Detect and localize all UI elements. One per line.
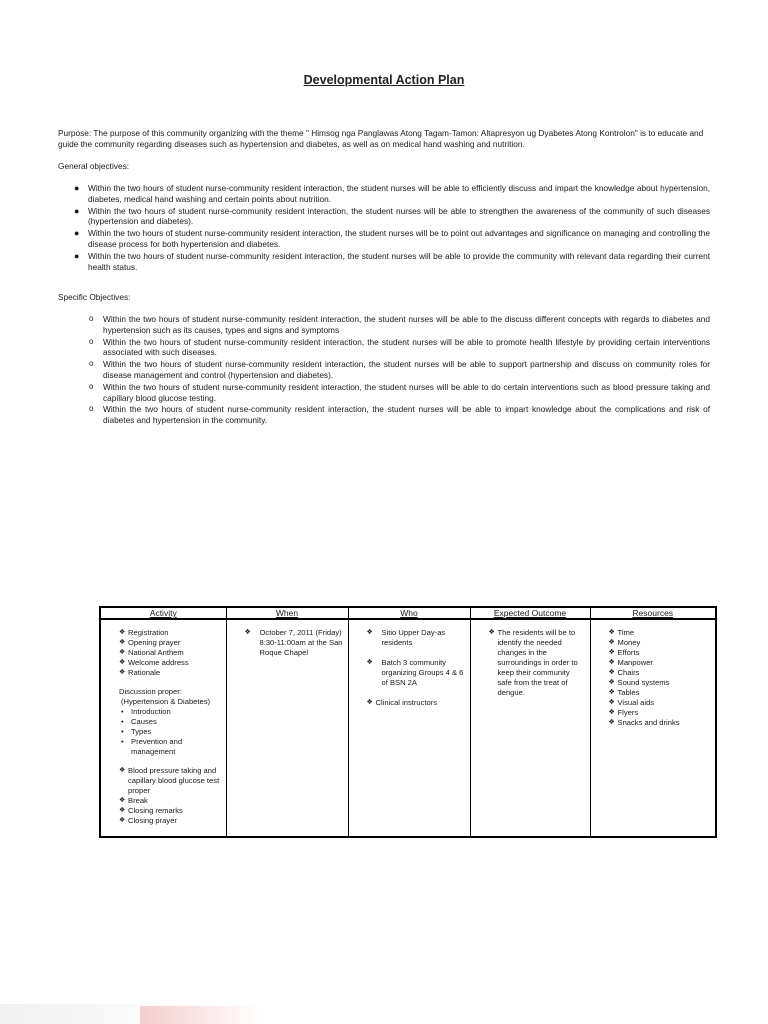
diamond-bullet-icon: ❖	[119, 639, 126, 646]
list-item: ❖ Clinical instructors	[366, 698, 438, 707]
discussion-label: Discussion proper:	[119, 687, 182, 696]
diamond-bullet-icon: ❖	[608, 709, 615, 716]
list-item: ❖ National Anthem	[119, 648, 184, 657]
list-item: ❖ Chairs	[608, 668, 640, 677]
specific-objectives-list	[58, 314, 710, 427]
list-item: o Within the two hours of student nurse-community resident interaction, the student nurses will be able to promote health lifestyle by providing certain interventions associated with such diseases.	[89, 336, 710, 358]
list-item: ❖ Sitio Upper Day-as residents	[366, 628, 446, 647]
diamond-bullet-icon: ❖	[608, 659, 615, 666]
bullet-icon: ●	[74, 228, 80, 239]
header-when: When	[226, 607, 348, 619]
bullet-icon: •	[121, 737, 124, 746]
bullet-icon: ●	[74, 183, 80, 193]
header-resources: Resources	[590, 607, 716, 619]
diamond-bullet-icon: ❖	[608, 629, 615, 636]
circle-bullet-icon: o	[89, 314, 94, 323]
list-item: ❖ Registration	[119, 628, 169, 637]
diamond-bullet-icon: ❖	[119, 797, 126, 804]
diamond-bullet-icon: ❖	[366, 629, 373, 636]
diamond-bullet-icon: ❖	[119, 629, 126, 636]
when-cell	[226, 619, 348, 837]
diamond-bullet-icon: ❖	[608, 669, 615, 676]
list-item: • Types	[121, 727, 152, 736]
list-item: ❖ Snacks and drinks	[608, 718, 680, 727]
circle-bullet-icon: o	[89, 359, 94, 369]
bullet-icon: •	[121, 717, 124, 726]
list-item: • Introduction	[121, 707, 171, 716]
list-item: ❖ Opening prayer	[119, 638, 181, 647]
list-item: ❖ Blood pressure taking and capillary blood glucose test proper	[119, 766, 220, 795]
list-item: • Prevention and management	[121, 737, 183, 756]
diamond-bullet-icon: ❖	[366, 699, 373, 706]
list-item: ❖ The residents will be to identify the needed changes in the surroundings in order to keep their community safe from the treat of dengue.	[488, 628, 578, 697]
diamond-bullet-icon: ❖	[119, 669, 126, 676]
page-title: Developmental Action Plan	[303, 73, 465, 87]
discussion-sub: (Hypertension & Diabetes)	[121, 697, 211, 706]
circle-bullet-icon: o	[89, 404, 94, 414]
diamond-bullet-icon: ❖	[608, 689, 615, 696]
list-item: ❖ Manpower	[608, 658, 653, 667]
diamond-bullet-icon: ❖	[119, 659, 126, 666]
header-activity: Activity	[100, 607, 226, 619]
diamond-bullet-icon: ❖	[119, 817, 126, 824]
diamond-bullet-icon: ❖	[608, 699, 615, 706]
list-item: ❖ Welcome address	[119, 658, 189, 667]
specific-objectives-heading: Specific Objectives:	[58, 292, 131, 302]
diamond-bullet-icon: ❖	[608, 719, 615, 726]
list-item: ❖ Break	[119, 796, 148, 805]
diamond-bullet-icon: ❖	[119, 767, 126, 774]
list-item: ● Within the two hours of student nurse-community resident interaction, the student nurses will be to point out advantages and significance on managing and controlling the disease process for both hypertension and diabetes.	[74, 228, 710, 249]
diamond-bullet-icon: ❖	[608, 649, 615, 656]
expected-outcome-cell	[470, 619, 590, 837]
purpose-paragraph: Purpose: The purpose of this community organizing with the theme " Himsog nga Panglawas Atong Tagam-Tamon: Altapresyon ug Dyabetes Atong Kontrolon" is to educate and guide the community regarding diseases such as hypertension and diabetes, as well as on medical hand washing and nutrition.	[58, 128, 704, 149]
list-item: ● Within the two hours of student nurse-community resident interaction, the student nurses will be able to strengthen the awareness of the community of such diseases (hypertension and diabetes).	[74, 205, 710, 227]
list-item: ● Within the two hours of student nurse-community resident interaction, the student nurses will be able to provide the community with relevant data regarding their current health status.	[74, 250, 710, 272]
list-item: o Within the two hours of student nurse-community resident interaction, the student nurses will be able to the discuss different concepts with regards to diabetes and hypertension such as its causes, types and signs and symptoms	[89, 314, 710, 335]
list-item: ❖ Sound systems	[608, 678, 670, 687]
who-cell	[348, 619, 470, 837]
resources-cell	[590, 619, 716, 837]
table-row	[100, 619, 716, 837]
action-plan-table	[99, 606, 717, 838]
diamond-bullet-icon: ❖	[488, 629, 495, 636]
general-objectives-list	[58, 183, 710, 273]
diamond-bullet-icon: ❖	[119, 807, 126, 814]
list-item: o Within the two hours of student nurse-community resident interaction, the student nurses will be able to impart knowledge about the complications and risk of diabetes and hypertension in the community.	[89, 404, 710, 426]
diamond-bullet-icon: ❖	[244, 629, 251, 636]
list-item: ❖ Closing prayer	[119, 816, 177, 825]
table-header-row	[100, 607, 716, 619]
list-item: ❖ Flyers	[608, 708, 639, 717]
circle-bullet-icon: o	[89, 381, 94, 391]
list-item: ❖ Efforts	[608, 648, 640, 657]
general-objectives-heading: General objectives:	[58, 161, 130, 171]
header-who: Who	[348, 607, 470, 619]
bullet-icon: •	[121, 707, 124, 716]
bullet-icon: ●	[74, 250, 80, 261]
bullet-icon: •	[121, 727, 124, 736]
list-item: ❖ Time	[608, 628, 635, 637]
list-item: o Within the two hours of student nurse-community resident interaction, the student nurses will be able to support partnership and discuss on community roles for disease management and control (hypertension and diabetes).	[89, 359, 710, 380]
diamond-bullet-icon: ❖	[608, 639, 615, 646]
diamond-bullet-icon: ❖	[119, 649, 126, 656]
list-item: ❖ Closing remarks	[119, 806, 183, 815]
list-item: ❖ October 7, 2011 (Friday) 8:30-11:00am at the San Roque Chapel	[244, 628, 343, 657]
list-item: ❖ Batch 3 community organizing Groups 4 & 6 of BSN 2A	[366, 658, 464, 687]
list-item: ❖ Money	[608, 638, 641, 647]
diamond-bullet-icon: ❖	[366, 659, 373, 666]
list-item: • Causes	[121, 717, 157, 726]
list-item: ● Within the two hours of student nurse-community resident interaction, the student nurses will be able to efficiently discuss and impart the knowledge about hypertension, diabetes, medical hand washing and certain points about nutrition.	[74, 183, 710, 204]
list-item: ❖ Tables	[608, 688, 640, 697]
list-item: ❖ Rationale	[119, 668, 161, 677]
footer-watermark	[0, 1004, 260, 1024]
activity-cell	[100, 619, 226, 837]
header-expected-outcome: Expected Outcome	[470, 607, 590, 619]
list-item: ❖ Visual aids	[608, 698, 655, 707]
circle-bullet-icon: o	[89, 336, 94, 346]
bullet-icon: ●	[74, 205, 80, 216]
list-item: o Within the two hours of student nurse-community resident interaction, the student nurses will be able to do certain interventions such as blood pressure taking and capillary blood glucose testing.	[89, 381, 710, 403]
diamond-bullet-icon: ❖	[608, 679, 615, 686]
